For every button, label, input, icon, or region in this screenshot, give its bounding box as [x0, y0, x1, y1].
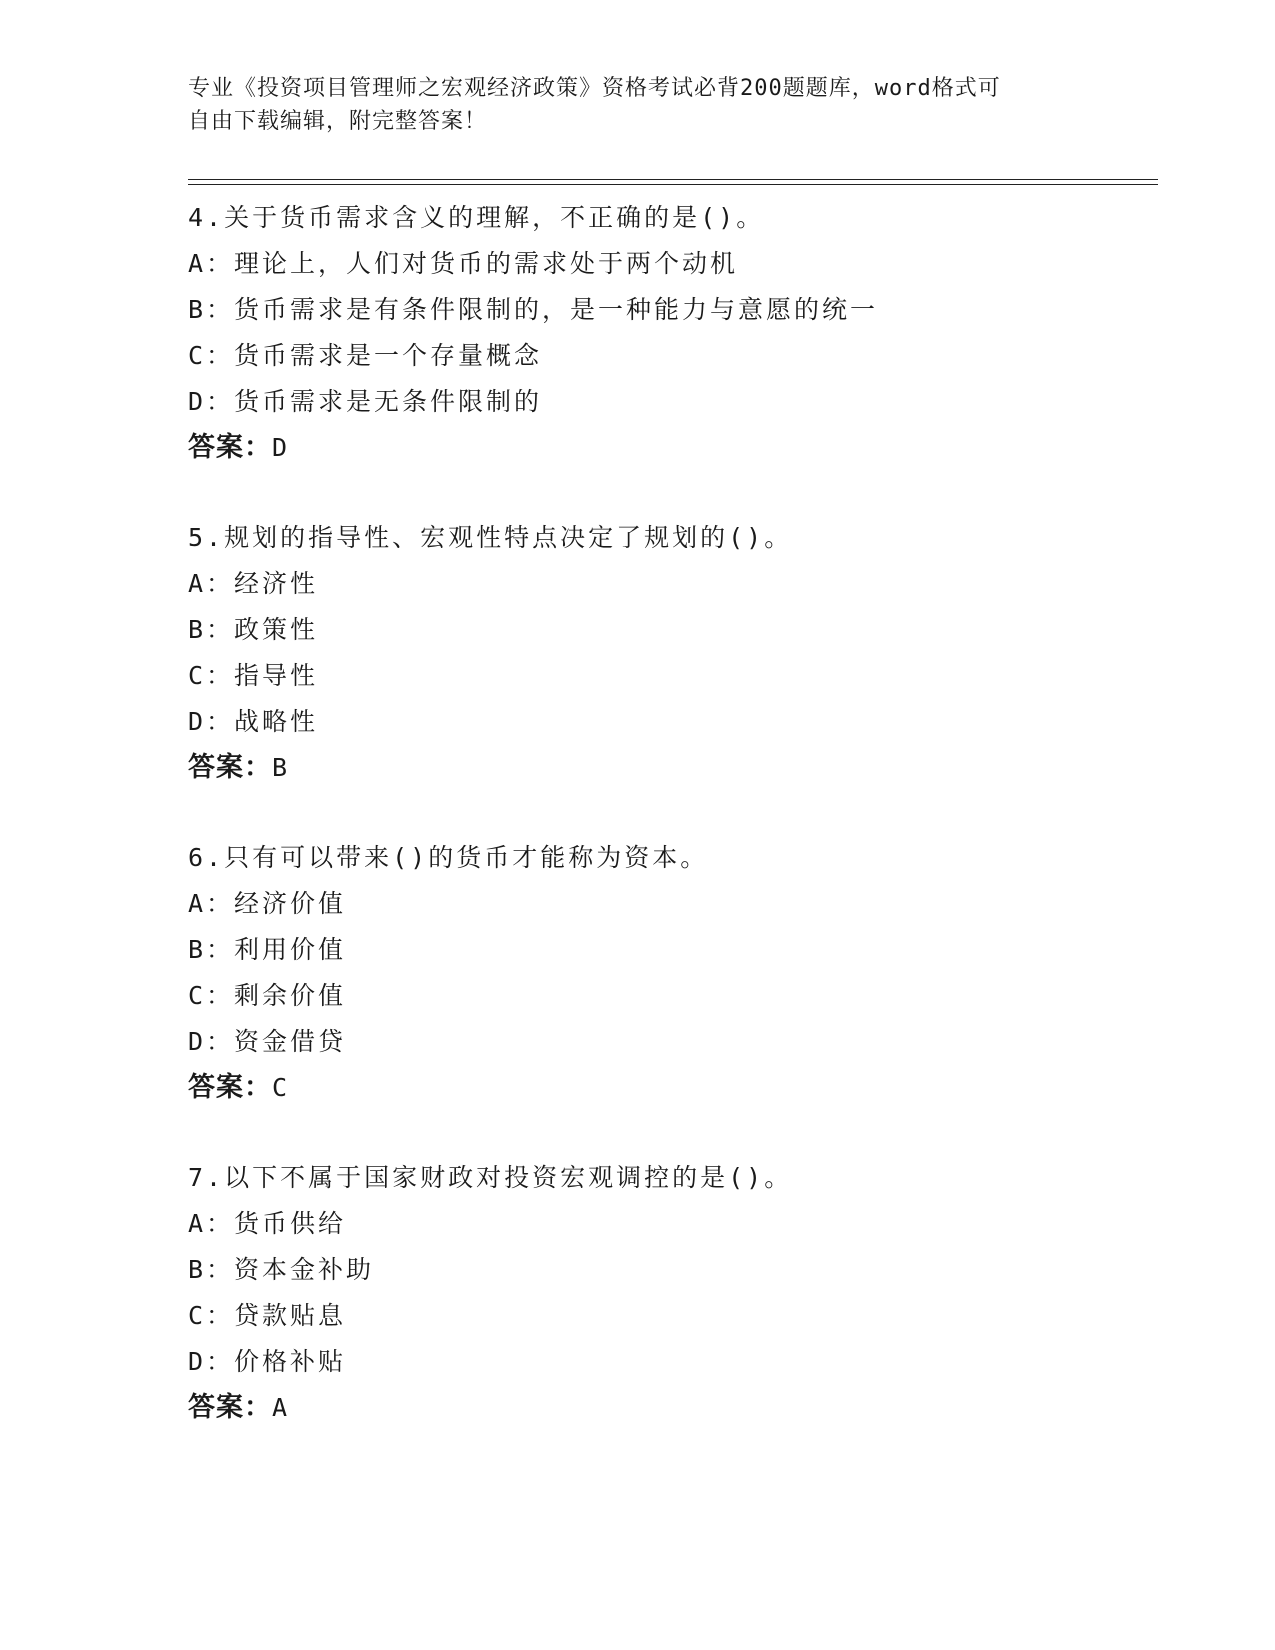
answer-value: D [272, 433, 289, 462]
question-stem: 7.以下不属于国家财政对投资宏观调控的是()。 [188, 1163, 793, 1192]
answer-value: A [272, 1393, 289, 1422]
answer-line [188, 745, 1168, 791]
option-d: D：货币需求是无条件限制的 [188, 387, 543, 416]
option-a: A：经济价值 [188, 889, 347, 918]
answer-label: 答案： [188, 432, 272, 463]
question-stem: 6.只有可以带来()的货币才能称为资本。 [188, 843, 709, 872]
answer-line [188, 425, 1168, 471]
option-a: A：货币供给 [188, 1209, 347, 1238]
answer-label: 答案： [188, 1072, 272, 1103]
option-b: B：资本金补助 [188, 1255, 375, 1284]
option-a: A：理论上，人们对货币的需求处于两个动机 [188, 249, 739, 278]
document-header: 专业《投资项目管理师之宏观经济政策》资格考试必背200题题库，word格式可 自由下载编辑，附完整答案！ [188, 76, 1001, 134]
option-d: D：战略性 [188, 707, 319, 736]
question-6 [188, 835, 1168, 1111]
answer-value: B [272, 753, 289, 782]
question-stem: 4.关于货币需求含义的理解，不正确的是()。 [188, 203, 765, 232]
question-7 [188, 1155, 1168, 1431]
question-4 [188, 195, 1168, 471]
answer-label: 答案： [188, 752, 272, 783]
option-a: A：经济性 [188, 569, 319, 598]
option-d: D：价格补贴 [188, 1347, 347, 1376]
answer-value: C [272, 1073, 289, 1102]
option-b: B：政策性 [188, 615, 319, 644]
option-c: C：货币需求是一个存量概念 [188, 341, 543, 370]
header-divider-top [188, 179, 1158, 180]
option-c: C：剩余价值 [188, 981, 347, 1010]
answer-label: 答案： [188, 1392, 272, 1423]
answer-line [188, 1385, 1168, 1431]
option-c: C：指导性 [188, 661, 319, 690]
option-d: D：资金借贷 [188, 1027, 347, 1056]
question-stem: 5.规划的指导性、宏观性特点决定了规划的()。 [188, 523, 793, 552]
option-c: C：贷款贴息 [188, 1301, 347, 1330]
option-b: B：货币需求是有条件限制的，是一种能力与意愿的统一 [188, 295, 879, 324]
option-b: B：利用价值 [188, 935, 347, 964]
header-divider-bottom [188, 184, 1158, 185]
question-5 [188, 515, 1168, 791]
answer-line [188, 1065, 1168, 1111]
